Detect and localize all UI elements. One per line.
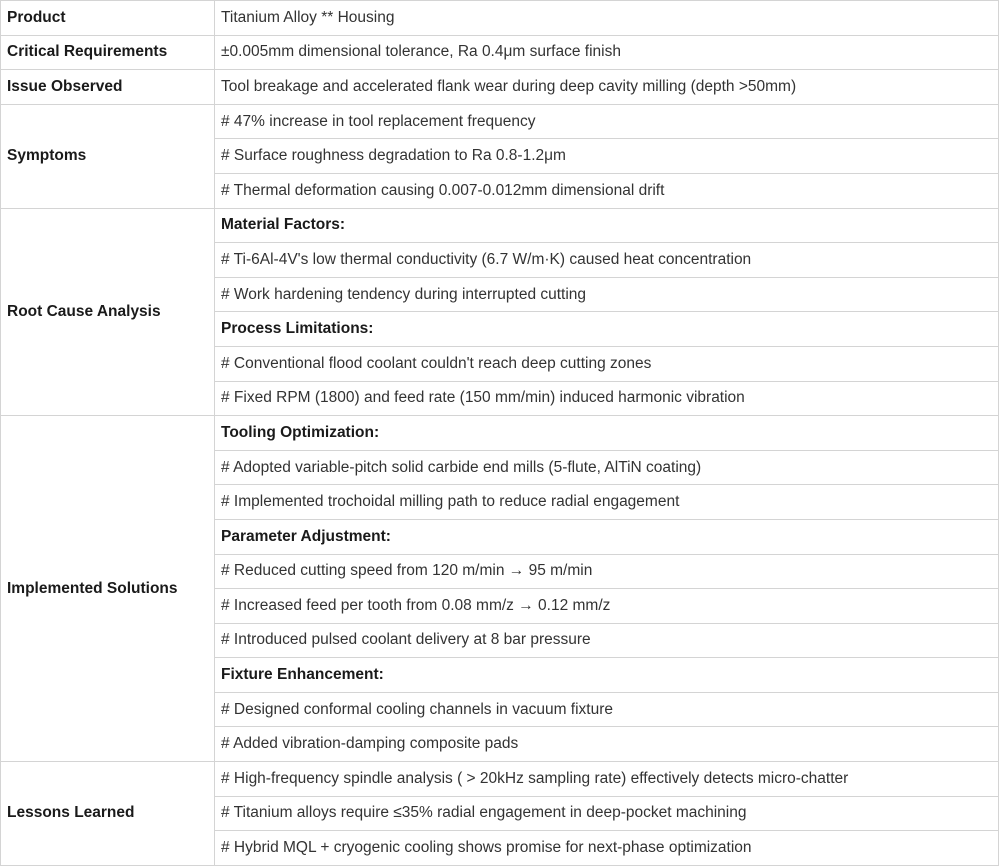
symptom-item: # Surface roughness degradation to Ra 0.8-1.2μm xyxy=(215,139,999,174)
symptom-item: # 47% increase in tool replacement frequency xyxy=(215,104,999,139)
table-row xyxy=(1,762,999,797)
tooling-item: # Implemented trochoidal milling path to reduce radial engagement xyxy=(215,485,999,520)
row-label-product: Product xyxy=(1,1,215,36)
fixture-item: # Designed conformal cooling channels in vacuum fixture xyxy=(215,692,999,727)
issue-observed-value: Tool breakage and accelerated flank wear during deep cavity milling (depth >50mm) xyxy=(215,70,999,105)
critical-requirements-value: ±0.005mm dimensional tolerance, Ra 0.4μm surface finish xyxy=(215,35,999,70)
table-row xyxy=(1,208,999,243)
row-label-issue-observed: Issue Observed xyxy=(1,70,215,105)
product-value: Titanium Alloy ** Housing xyxy=(215,1,999,36)
parameter-adjustment-heading: Parameter Adjustment: xyxy=(215,519,999,554)
tooling-item: # Adopted variable-pitch solid carbide end mills (5-flute, AlTiN coating) xyxy=(215,450,999,485)
table-row xyxy=(1,416,999,451)
table-row xyxy=(1,104,999,139)
row-label-root-cause-analysis: Root Cause Analysis xyxy=(1,208,215,416)
table-row xyxy=(1,35,999,70)
tooling-optimization-heading: Tooling Optimization: xyxy=(215,416,999,451)
lesson-item: # High-frequency spindle analysis ( > 20kHz sampling rate) effectively detects micro-chatter xyxy=(215,762,999,797)
row-label-critical-requirements: Critical Requirements xyxy=(1,35,215,70)
table-row xyxy=(1,1,999,36)
parameter-item: # Increased feed per tooth from 0.08 mm/z → 0.12 mm/z xyxy=(215,589,999,624)
symptom-item: # Thermal deformation causing 0.007-0.012mm dimensional drift xyxy=(215,173,999,208)
material-factors-heading: Material Factors: xyxy=(215,208,999,243)
material-factor-item: # Work hardening tendency during interrupted cutting xyxy=(215,277,999,312)
row-label-implemented-solutions: Implemented Solutions xyxy=(1,416,215,762)
process-limitation-item: # Conventional flood coolant couldn't reach deep cutting zones xyxy=(215,346,999,381)
parameter-item: # Introduced pulsed coolant delivery at 8 bar pressure xyxy=(215,623,999,658)
lesson-item: # Hybrid MQL + cryogenic cooling shows promise for next-phase optimization xyxy=(215,831,999,866)
process-limitation-item: # Fixed RPM (1800) and feed rate (150 mm/min) induced harmonic vibration xyxy=(215,381,999,416)
material-factor-item: # Ti-6Al-4V's low thermal conductivity (6.7 W/m·K) caused heat concentration xyxy=(215,243,999,278)
row-label-symptoms: Symptoms xyxy=(1,104,215,208)
fixture-item: # Added vibration-damping composite pads xyxy=(215,727,999,762)
table-row xyxy=(1,70,999,105)
row-label-lessons-learned: Lessons Learned xyxy=(1,762,215,866)
lesson-item: # Titanium alloys require ≤35% radial engagement in deep-pocket machining xyxy=(215,796,999,831)
process-limitations-heading: Process Limitations: xyxy=(215,312,999,347)
parameter-item: # Reduced cutting speed from 120 m/min → 95 m/min xyxy=(215,554,999,589)
fixture-enhancement-heading: Fixture Enhancement: xyxy=(215,658,999,693)
